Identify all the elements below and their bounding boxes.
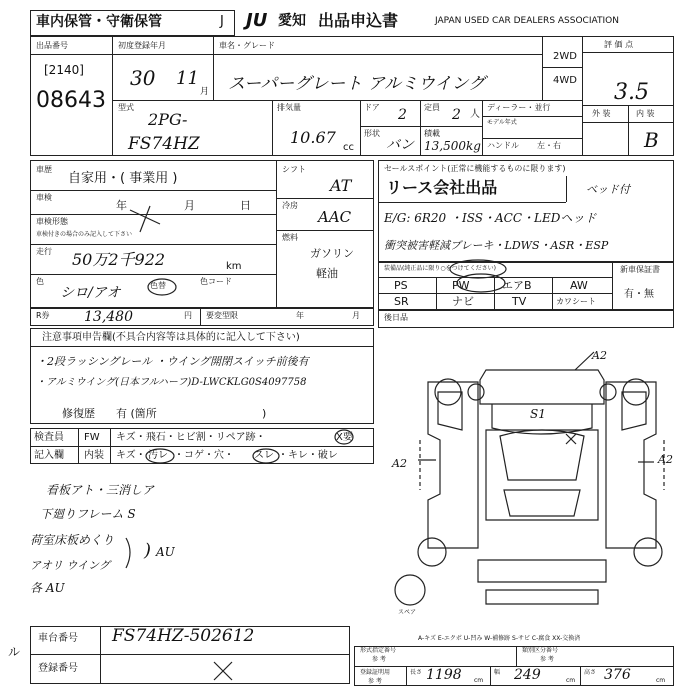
spare-wheel xyxy=(395,575,425,605)
color-change-label: 色替 xyxy=(150,281,166,290)
color-value: シロ/アオ xyxy=(60,285,121,301)
record-label: 記入欄 xyxy=(34,450,64,461)
repair-close: ) xyxy=(262,407,267,420)
lot-label: 出品番号 xyxy=(36,41,68,50)
recycle-label: R券 xyxy=(36,311,50,320)
fuel-value2: 軽油 xyxy=(316,267,338,280)
form-sub: 参 考 xyxy=(372,656,386,663)
chassis-label: 車台番号 xyxy=(38,633,78,644)
handle-label: ハンドル xyxy=(487,141,519,150)
grade-score: 3.5 xyxy=(614,80,649,105)
doors-label: ドア xyxy=(364,103,380,112)
inspection-form-label: 車検形態 xyxy=(36,217,68,226)
history-label: 車歴 xyxy=(36,165,52,174)
equip-aw: AW xyxy=(570,279,588,292)
width-label: 幅 xyxy=(494,669,501,676)
notes-line1: ・2段ラッシングレール ・ウイング開閉スイッチ前後有 xyxy=(36,355,309,368)
notes-label: 注意事項申告欄(不具合内容等は具体的に記入して下さい) xyxy=(42,332,300,343)
drive-4wd: 4WD xyxy=(553,75,577,86)
reg-cert-sub: 参 考 xyxy=(368,678,382,685)
insp-year-unit: 年 xyxy=(116,199,127,212)
inspection-form-note: 車検付きの場合のみ記入して下さい xyxy=(36,231,133,238)
remark-line2: 下廻りフレーム S xyxy=(40,507,136,521)
repair-value: 有 (箇所 xyxy=(116,407,157,420)
history-value: 自家用・( 事業用 ) xyxy=(68,171,178,186)
retrofit-label: 後日品 xyxy=(384,313,408,322)
drive-2wd: 2WD xyxy=(553,51,577,62)
insp-month-unit: 月 xyxy=(184,199,195,212)
doors-value: 2 xyxy=(398,107,407,123)
class-label: 類別区分番号 xyxy=(522,647,559,654)
shift-value: AT xyxy=(330,176,352,195)
equip-sr: SR xyxy=(394,295,409,308)
shift-label: シフト xyxy=(282,165,306,174)
aircon-value: AAC xyxy=(318,208,352,226)
exterior-label: 外 装 xyxy=(592,109,611,118)
shape-label: 形状 xyxy=(364,129,380,138)
new-cert-value: 有・無 xyxy=(624,289,654,300)
equip-tv: TV xyxy=(512,295,527,308)
car-name-value: スーパーグレート アルミウイング xyxy=(228,74,486,94)
interior-items3: ・キレ・破レ xyxy=(278,450,338,461)
roof-outline xyxy=(480,370,604,404)
mark-right: A2 xyxy=(658,453,673,466)
length-label: 長さ xyxy=(410,669,423,676)
fuel-value: ガソリン xyxy=(310,247,354,260)
inspection-label: 車検 xyxy=(36,193,52,202)
inspector-label: 検査員 xyxy=(34,432,64,443)
sales-line2: 衝突被害軽減ブレーキ・LDWS・ASR・ESP xyxy=(384,239,609,252)
aircon-label: 冷房 xyxy=(282,201,298,210)
remark-line5: 各 AU xyxy=(30,581,65,595)
load-label: 積載 xyxy=(424,129,440,138)
cc-unit: cc xyxy=(343,142,354,153)
mark-left: A2 xyxy=(392,457,407,470)
recycle-value: 13,480 xyxy=(84,309,133,325)
sales-extra: ベッド付 xyxy=(586,183,630,196)
width-value: 249 xyxy=(514,667,541,683)
mileage-unit: km xyxy=(226,261,242,272)
equip-leather: カワシート xyxy=(556,297,596,306)
mark-top-right: A2 xyxy=(592,349,607,362)
spare-label: スペア xyxy=(398,609,417,616)
insp-day-unit: 日 xyxy=(240,199,251,212)
width-unit: cm xyxy=(566,677,576,684)
interior-items: キズ・ xyxy=(116,450,146,461)
type-change-label: 要変型限 xyxy=(206,311,238,320)
body-center xyxy=(486,430,598,520)
remark-line1: 看板アト・三消しア xyxy=(46,483,155,497)
interior-score: B xyxy=(644,128,659,152)
interior-row-label: 内装 xyxy=(84,450,104,461)
first-reg-month: 11 xyxy=(176,68,199,89)
reg-cert-label: 登録証明用 xyxy=(360,669,391,676)
corner-mark: J xyxy=(220,14,224,29)
length-value: 1198 xyxy=(426,667,462,683)
new-cert-label: 新車保証書 xyxy=(620,265,660,274)
capacity-label: 定員 xyxy=(424,103,440,112)
lot-code: [2140] xyxy=(44,63,84,77)
equipment-label: 装備品(純正品に限り○をつけてください) xyxy=(384,265,496,272)
load-value: 13,500kg xyxy=(424,139,481,153)
repair-label: 修復歴 xyxy=(62,407,95,420)
shape-value: バン xyxy=(386,137,414,153)
storage-label: 車内保管・守衛保管 xyxy=(36,14,162,30)
class-sub: 参 考 xyxy=(540,656,554,663)
interior-items2: ・コゲ・穴・ xyxy=(174,450,234,461)
first-reg-year: 30 xyxy=(130,66,156,90)
left-side xyxy=(428,382,478,548)
remark-line4: アオリ ウイング xyxy=(30,559,110,572)
sheet-title: 出品申込書 xyxy=(318,11,399,30)
month-unit: 月 xyxy=(200,87,210,97)
first-reg-label: 初度登録年月 xyxy=(118,41,166,50)
equip-navi: ナビ xyxy=(452,295,474,308)
notes-line2: ・アルミウイング(日本フルハーフ)D-LWCKLG0S4097758 xyxy=(36,377,307,388)
equip-airbag: エアB xyxy=(502,279,532,292)
interior-scuff: スレ xyxy=(254,450,274,461)
mark-center: S1 xyxy=(530,407,546,421)
color-label: 色 xyxy=(36,277,44,286)
height-label: 高さ xyxy=(584,669,597,676)
damage-legend: A-キズ E-エクボ U-凹み W-補修跡 S-サビ C-腐食 XX-交換済 xyxy=(418,635,581,642)
model-year-label: モデル年式 xyxy=(487,119,517,126)
color-code-label: 色コード xyxy=(200,277,232,286)
interior-dirt: 汚レ xyxy=(148,450,168,461)
sales-points-label: セールスポイント(正常に機能するものに限ります) xyxy=(384,164,566,173)
car-name-label: 車名・グレード xyxy=(219,41,275,50)
capacity-value: 2 xyxy=(452,107,461,123)
sales-headline: リース会社出品 xyxy=(386,178,498,197)
recycle-unit: 円 xyxy=(184,311,192,320)
displacement-value: 10.67 xyxy=(290,128,336,147)
capacity-unit: 人 xyxy=(470,109,480,120)
remark-bracket-note: AU xyxy=(156,545,175,559)
chassis-value: FS74HZ-502612 xyxy=(112,626,255,646)
mileage-value: 50万2千922 xyxy=(72,250,166,269)
front-bumper xyxy=(486,590,598,604)
sales-line1: E/G: 6R20 ・ISS・ACC・LEDヘッド xyxy=(384,211,597,225)
equip-ps: PS xyxy=(394,279,408,292)
fuel-label: 燃料 xyxy=(282,233,298,242)
remark-line3: 荷室床板めくり xyxy=(30,533,115,547)
fw-replace: X要 xyxy=(336,432,353,443)
right-side xyxy=(606,382,656,548)
mileage-label: 走行 xyxy=(36,247,52,256)
equip-pw: PW xyxy=(452,279,470,292)
length-unit: cm xyxy=(474,677,484,684)
registration-label: 登録番号 xyxy=(38,663,78,674)
ju-logo: JU xyxy=(246,10,268,31)
form-label: 形式指定番号 xyxy=(360,647,397,654)
fw-items: キズ・飛石・ヒビ割・リペア跡・ xyxy=(116,432,266,443)
type-change-year: 年 xyxy=(296,311,304,320)
org-name: 愛知 xyxy=(278,13,306,29)
type-change-month: 月 xyxy=(352,311,360,320)
model-line1: 2PG- xyxy=(148,110,188,129)
interior-label: 内 装 xyxy=(636,109,655,118)
displacement-label: 排気量 xyxy=(277,103,301,112)
height-unit: cm xyxy=(656,677,666,684)
model-line2: FS74HZ xyxy=(128,134,200,154)
height-value: 376 xyxy=(604,667,631,683)
handle-value: 左・右 xyxy=(537,141,561,150)
assoc-name: JAPAN USED CAR DEALERS ASSOCIATION xyxy=(435,16,619,26)
grade-label: 評 価 点 xyxy=(604,40,634,49)
side-mark: ル xyxy=(8,645,21,659)
remark-bracket: ) xyxy=(144,540,152,561)
lot-number: 08643 xyxy=(36,88,106,113)
model-label: 型式 xyxy=(118,103,134,112)
fw-label: FW xyxy=(84,432,100,443)
dealer-label: ディーラー・並行 xyxy=(487,103,551,112)
